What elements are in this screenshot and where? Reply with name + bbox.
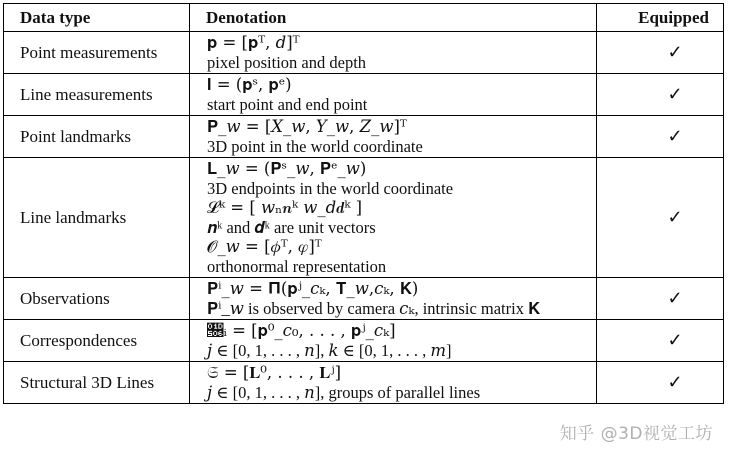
data-type-cell: Point landmarks [3,116,189,157]
description-line: orthonormal representation [207,256,387,276]
checkmark-icon: ✓ [596,74,724,115]
table-row [3,74,724,115]
header-data-type: Data type [3,4,189,31]
denotation-cell [189,116,596,157]
formula-line: 𝔖 = [𝐋⁰, . . . , 𝐋ʲ] [207,363,342,382]
denotation-table [3,3,724,404]
denotation-cell [189,32,596,73]
description-line: 𝐏ⁱ_𝑤 is observed by camera 𝑐ₖ, intrinsic matrix 𝐊 [207,298,541,318]
data-type-cell: Observations [3,278,189,319]
description-line: 3D point in the world coordinate [207,136,423,156]
checkmark-icon: ✓ [596,278,724,319]
denotation-cell [189,158,596,277]
table-row [3,278,724,319]
checkmark-icon: ✓ [596,32,724,73]
data-type-cell: Line measurements [3,74,189,115]
description-line: 3D endpoints in the world coordinate [207,178,454,198]
formula-line: 𝐏_𝑤 = [𝑋_𝑤, 𝑌_𝑤, 𝑍_𝑤]ᵀ [207,117,407,136]
watermark-text: 知乎 @3D视觉工坊 [559,424,713,444]
formula-line: 𝓛ᵏ = [ 𝑤ₙ𝒏ᵏ 𝑤_𝑑𝒅ᵏ ] [207,198,363,217]
checkmark-icon: ✓ [596,320,724,361]
description-line: pixel position and depth [207,52,367,72]
checkmark-icon: ✓ [596,158,724,277]
checkmark-icon: ✓ [596,362,724,403]
denotation-cell [189,74,596,115]
checkmark-icon: ✓ [596,116,724,157]
formula-line: 𝓞_𝑤 = [𝜙ᵀ, 𝜑]ᵀ [207,237,322,256]
watermark [560,419,713,444]
data-type-cell: Structural 3D Lines [3,362,189,403]
table-row [3,320,724,361]
formula-line: 𝐩 = [𝐩ᵀ, 𝑑]ᵀ [207,33,300,52]
description-line: start point and end point [207,94,368,114]
denotation-cell [189,320,596,361]
header-equipped: Equipped [596,4,724,31]
formula-line: 𝐋_𝑤 = (𝐏ˢ_𝑤, 𝐏ᵉ_𝑤) [207,159,367,178]
description-line: 𝑗 ∈ [0, 1, . . . , 𝑛], groups of parallel lines [207,382,481,402]
formula-line: 𝔆ᵢ = [𝐩⁰_𝑐₀, . . . , 𝐩ʲ_𝑐ₖ] [207,321,396,340]
table-row [3,362,724,403]
header-row [3,4,724,31]
description-line: 𝑗 ∈ [0, 1, . . . , 𝑛], 𝑘 ∈ [0, 1, . . . , 𝑚] [207,340,452,360]
formula-line: 𝐏ⁱ_𝑤 = 𝚷(𝐩ʲ_𝑐ₖ, 𝐓_𝑤,𝑐ₖ, 𝐊) [207,279,419,298]
table-row [3,32,724,73]
formula-line: 𝐥 = (𝐩ˢ, 𝐩ᵉ) [207,75,292,94]
table-row [3,116,724,157]
table-row [3,158,724,277]
denotation-cell [189,278,596,319]
denotation-cell [189,362,596,403]
data-type-cell: Point measurements [3,32,189,73]
description-line: 𝒏ᵏ and 𝒅ᵏ are unit vectors [207,217,376,237]
header-denotation: Denotation [189,4,596,31]
data-type-cell: Correspondences [3,320,189,361]
data-type-cell: Line landmarks [3,158,189,277]
